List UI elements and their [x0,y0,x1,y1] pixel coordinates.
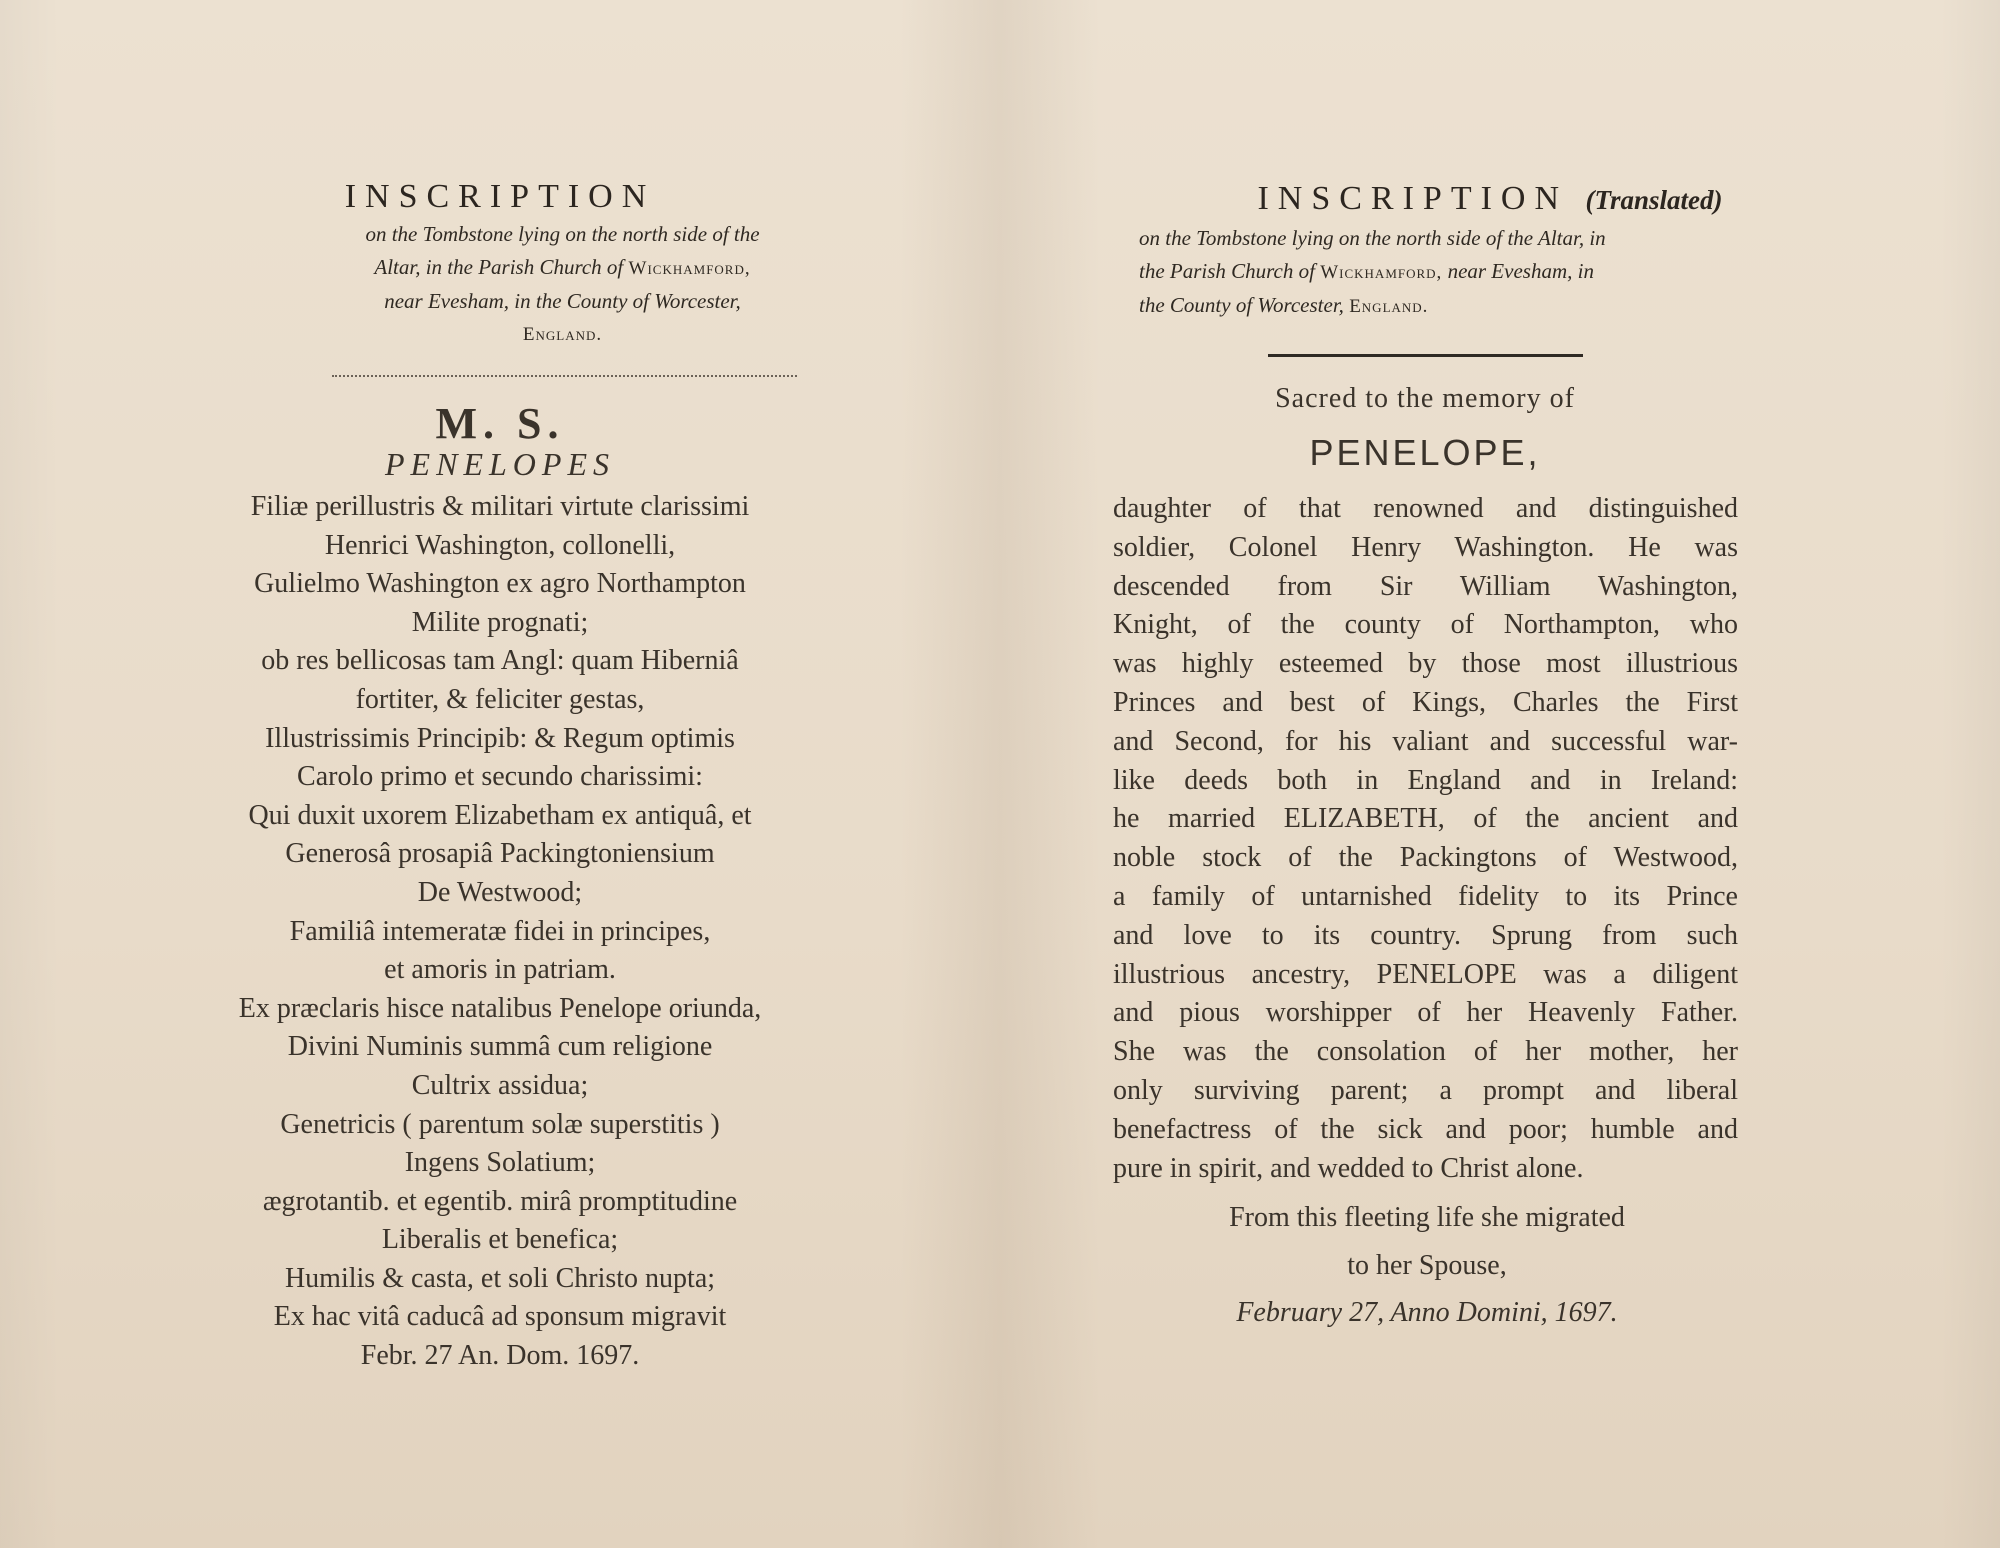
right-divider [1268,354,1583,357]
latin-line: et amoris in patriam. [384,954,616,986]
latin-line: Generosâ prosapiâ Packingtoniensium [285,838,715,870]
latin-line: Familiâ intemeratæ fidei in principes, [289,915,711,947]
english-line: a family of untarnished fidelity to its Prince [1113,880,1738,912]
english-line: daughter of that renowned and distinguished [1113,493,1738,524]
latin-line: Ex hac vitâ caducâ ad sponsum migravit [273,1301,727,1333]
left-subtitle-line3: near Evesham, in the County of Worcester, [384,289,741,313]
english-line: benefactress of the sick and poor; humble and [1113,1113,1738,1145]
latin-line: Filiæ perillustris & militari virtute clarissimi [250,491,750,522]
english-line: and love to its country. Sprung from such [1113,919,1738,951]
latin-line: Humilis & casta, et soli Christo nupta; [284,1262,716,1294]
english-line: was highly esteemed by those most illustrious [1113,648,1738,680]
english-name: PENELOPE, [1309,432,1541,473]
right-subtitle-line2 [1139,255,1739,289]
latin-line: Ingens Solatium; [404,1147,596,1179]
left-subtitle [290,218,835,351]
latin-line: Milite prognati; [411,606,589,638]
latin-line: Divini Numinis summâ cum religione [287,1031,713,1063]
latin-line: Gulielmo Washington ex agro Northampton [254,568,746,600]
english-line: illustrious ancestry, PENELOPE was a diligent [1113,958,1738,990]
latin-line: Genetricis ( parentum solæ superstitis ) [280,1108,720,1140]
latin-line: Illustrissimis Principib: & Regum optimis [265,722,735,754]
latin-line: Carolo primo et secundo charissimi: [297,761,703,793]
left-subtitle-line2-text: Altar, in the Parish Church of [374,255,624,279]
translated-note: (Translated) [1585,185,1723,215]
english-line: noble stock of the Packingtons of Westwood, [1113,842,1738,874]
left-subtitle-place: Wickhamford, [628,258,751,279]
latin-line: De Westwood; [417,876,583,908]
latin-inscription [0,488,1000,1376]
left-divider [332,375,797,377]
right-subtitle-place: Wickhamford, [1320,262,1443,283]
english-line: Knight, of the county of Northampton, who [1113,609,1738,641]
latin-name: PENELOPES [385,446,615,482]
left-heading: INSCRIPTION [344,178,656,215]
latin-line: fortiter, & feliciter gestas, [355,683,645,715]
right-page [1000,0,2000,1548]
english-line: and pious worshipper of her Heavenly Father. [1113,997,1738,1029]
right-subtitle [1139,222,1739,323]
left-subtitle-country: England. [522,324,603,345]
right-subtitle-line3 [1139,289,1739,323]
latin-line: Ex præclaris hisce natalibus Penelope oriunda, [238,992,762,1024]
dedication-line: Sacred to the memory of [1275,383,1575,414]
closing-line-1: From this fleeting life she migrated [1229,1202,1625,1233]
latin-line: Liberalis et benefica; [381,1224,619,1256]
english-line: only surviving parent; a prompt and liberal [1113,1074,1738,1106]
english-inscription [1113,490,1738,1188]
latin-line: Cultrix assidua; [411,1069,589,1101]
english-line: Princes and best of Kings, Charles the First [1113,686,1738,718]
right-heading [1180,180,1800,218]
left-subtitle-line1: on the Tombstone lying on the north side of the [365,222,760,246]
english-line: descended from Sir William Washington, [1113,570,1738,602]
english-line: soldier, Colonel Henry Washington. He was [1113,531,1738,563]
ms-heading: M. S. [435,399,565,448]
closing-date: February 27, Anno Domini, 1697. [1236,1297,1618,1328]
english-line: She was the consolation of her mother, her [1113,1036,1738,1068]
right-heading-text: INSCRIPTION [1257,180,1569,217]
latin-line: ægrotantib. et egentib. mirâ promptitudine [262,1185,738,1217]
latin-line: Henrici Washington, collonelli, [324,529,676,561]
latin-line: Qui duxit uxorem Elizabetham ex antiquâ, et [248,799,752,831]
right-subtitle-line2-end: near Evesham, in [1447,259,1594,283]
right-subtitle-line2-text: the Parish Church of [1139,259,1315,283]
latin-line: Febr. 27 An. Dom. 1697. [360,1340,640,1372]
english-line: and Second, for his valiant and successful war- [1113,725,1738,757]
english-line: like deeds both in England and in Ireland: [1113,764,1738,796]
right-subtitle-country: England. [1349,296,1429,317]
english-line: pure in spirit, and wedded to Christ alone. [1113,1152,1584,1184]
latin-line: ob res bellicosas tam Angl: quam Hiberniâ [261,645,739,677]
right-subtitle-line1: on the Tombstone lying on the north side of the Altar, in [1139,226,1606,250]
closing-line-2: to her Spouse, [1347,1250,1507,1281]
english-line: he married ELIZABETH, of the ancient and [1113,803,1738,835]
right-subtitle-line3-text: the County of Worcester, [1139,293,1344,317]
left-subtitle-line2 [290,251,835,285]
